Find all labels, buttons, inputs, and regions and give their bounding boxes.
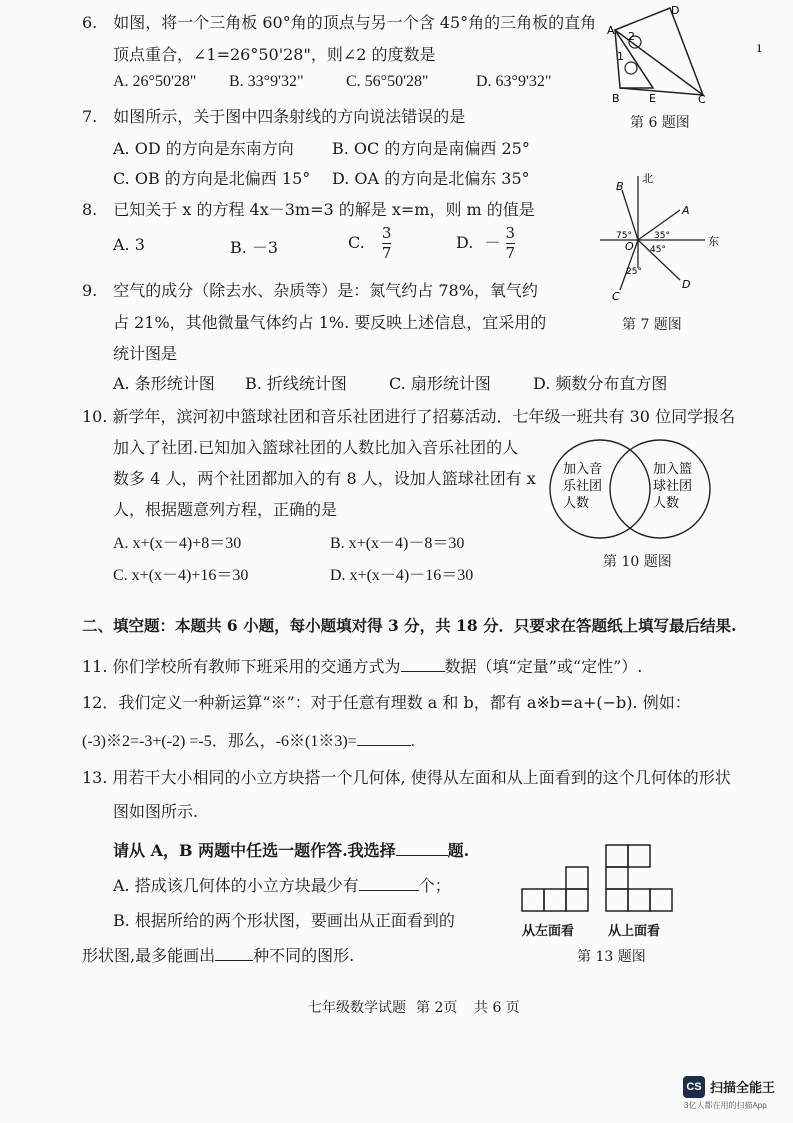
q7-label-north: 北 xyxy=(642,172,653,185)
footer-total: 共 6 页 xyxy=(474,1000,520,1016)
q13-part-a-blank xyxy=(359,876,419,891)
watermark-tagline: 3亿人都在用的扫描App xyxy=(684,1101,767,1110)
venn-left-line3: 人数 xyxy=(563,496,590,511)
q7-option-c: C. OB 的方向是北偏西 15° xyxy=(113,169,311,188)
q10-stem-line3: 数多 4 人，两个社团都加入的有 8 人，设加人篮球社团有 x xyxy=(113,469,536,488)
q13-part-a xyxy=(113,873,451,896)
venn-left-line1: 加入音 xyxy=(563,462,603,477)
q6-stem-line1: 6. 如图，将一个三角板 60°角的顶点与另一个含 45°角的三角板的直角 xyxy=(82,13,597,32)
q7-option-b: B. OC 的方向是南偏西 25° xyxy=(332,139,530,158)
q10-option-c: C. x+(x－4)+16＝30 xyxy=(113,567,249,584)
q13-choose-line xyxy=(113,838,469,861)
q9-stem-line2: 占 21%，其他微量气体约占 1%. 要反映上述信息，宜采用的 xyxy=(113,313,547,332)
q6-label-e: E xyxy=(649,92,656,105)
q6-stem-line2: 顶点重合，∠1=26°50'28"，则∠2 的度数是 xyxy=(113,45,436,64)
q13-figure-caption: 第 13 题图 xyxy=(577,949,646,965)
q12-answer-blank xyxy=(357,731,411,746)
q9-stem-line1: 9. 空气的成分（除去水、杂质等）是：氮气约占 78%，氧气约 xyxy=(82,281,538,300)
q8-option-c-label: C. xyxy=(348,233,365,252)
q6-triangle-figure xyxy=(595,0,715,108)
q13-choose-blank xyxy=(396,841,448,856)
q13-part-a-before: A. 搭成该几何体的小立方块最少有 xyxy=(113,876,359,895)
q8-option-d-denominator: 7 xyxy=(505,244,516,262)
q12-text-before: (-3)※2=-3+(-2) =-5．那么，-6※(1※3)= xyxy=(82,733,357,750)
footer-page: 第 2页 xyxy=(416,1000,458,1016)
q10-option-d: D. x+(x－4)－16＝30 xyxy=(330,567,474,584)
q7-label-75: 75° xyxy=(616,231,632,241)
q8-stem: 8. 已知关于 x 的方程 4x－3m=3 的解是 x=m，则 m 的值是 xyxy=(82,200,535,219)
q13-line2: 图如图所示. xyxy=(113,802,199,821)
q6-label-angle1: 1 xyxy=(617,50,624,63)
q7-label-o: O xyxy=(625,240,634,253)
q10-stem-line1: 10. 新学年，滨河初中篮球社团和音乐社团进行了招募活动．七年级一班共有 30 位同学报名 xyxy=(82,407,736,426)
q7-label-b: B xyxy=(616,180,624,193)
q12-line2 xyxy=(82,728,415,751)
q8-option-d xyxy=(456,226,515,261)
q10-stem-line2: 加入了社团.已知加入篮球社团的人数比加入音乐社团的人 xyxy=(113,438,519,457)
q6-label-d: D xyxy=(671,4,680,17)
q6-label-angle2: 2 xyxy=(628,30,635,43)
q11-answer-blank xyxy=(401,657,445,672)
q13-part-b-blank xyxy=(215,946,253,961)
q7-label-d: D xyxy=(682,278,691,291)
q6-option-c: C. 56°50'28" xyxy=(346,73,429,90)
q13-part-b-before: 形状图,最多能画出 xyxy=(82,946,216,965)
q7-label-45: 45° xyxy=(650,245,666,255)
q6-label-c: C xyxy=(698,93,706,106)
q7-direction-figure xyxy=(580,168,730,308)
q7-label-a: A xyxy=(682,204,690,217)
q9-option-d: D. 频数分布直方图 xyxy=(533,374,668,393)
q7-label-east: 东 xyxy=(708,235,719,248)
q13-part-b-line1: B. 根据所给的两个形状图，要画出从正面看到的 xyxy=(113,911,455,930)
venn-right-line1: 加入篮 xyxy=(653,462,693,477)
q9-stem-line3: 统计图是 xyxy=(113,344,178,363)
q6-figure-caption: 第 6 题图 xyxy=(630,115,690,131)
q8-option-d-fraction xyxy=(506,226,516,261)
q10-venn-diagram xyxy=(545,438,715,540)
q13-left-view-label: 从左面看 xyxy=(522,924,575,939)
q8-option-d-numerator: 3 xyxy=(505,224,516,242)
q7-stem: 7. 如图所示，关于图中四条射线的方向说法错误的是 xyxy=(82,107,466,126)
q12-text-after: . xyxy=(410,733,415,750)
q8-option-c xyxy=(348,226,391,261)
q9-option-b: B. 折线统计图 xyxy=(245,374,347,393)
q9-option-c: C. 扇形统计图 xyxy=(389,374,491,393)
q13-top-view xyxy=(604,842,674,914)
q12-line1: 12．我们定义一种新运算“※”：对于任意有理数 a 和 b，都有 a※b=a+(−b). 例如： xyxy=(82,693,691,712)
q8-option-d-sign: － xyxy=(484,233,501,252)
venn-right-line3: 人数 xyxy=(653,496,680,511)
q11-line xyxy=(82,654,642,677)
q13-line1: 13. 用若干大小相同的小立方块搭一个几何体, 使得从左面和从上面看到的这个几何体的形状 xyxy=(82,768,731,787)
footer-subject: 七年级数学试题 xyxy=(308,1000,406,1016)
q7-label-35: 35° xyxy=(654,231,670,241)
q13-top-view-label: 从上面看 xyxy=(608,924,661,939)
q13-choose-after: 题. xyxy=(447,841,470,860)
q7-option-a: A. OD 的方向是东南方向 xyxy=(113,139,294,158)
q8-option-c-fraction xyxy=(382,226,392,261)
q6-label-a: A xyxy=(607,24,615,37)
q9-option-a: A. 条形统计图 xyxy=(113,374,215,393)
q6-label-b: B xyxy=(612,92,620,105)
q6-option-b: B. 33°9'32" xyxy=(229,73,304,90)
q10-option-a: A. x+(x－4)+8＝30 xyxy=(113,535,242,552)
q13-part-b-after: 种不同的图形. xyxy=(253,946,355,965)
q6-option-a: A. 26°50'28" xyxy=(113,73,197,90)
stray-mark: ı xyxy=(757,40,762,56)
section2-heading: 二、填空题：本题共 6 小题，每小题填对得 3 分，共 18 分．只要求在答题纸上填写最后结果. xyxy=(82,616,737,635)
q11-text-after: 数据（填“定量”或“定性”）. xyxy=(444,657,643,676)
q11-text-before: 11. 你们学校所有教师下班采用的交通方式为 xyxy=(82,657,401,676)
q8-option-a: A. 3 xyxy=(113,235,145,254)
q10-option-b: B. x+(x－4)－8＝30 xyxy=(330,535,465,552)
camscanner-logo-icon: CS xyxy=(683,1076,705,1098)
q7-option-d: D. OA 的方向是北偏东 35° xyxy=(332,169,530,188)
q8-option-b: B. －3 xyxy=(230,238,279,257)
venn-left-line2: 乐社团 xyxy=(563,479,603,494)
q13-part-a-after: 个； xyxy=(418,876,451,895)
q13-left-view xyxy=(520,864,590,914)
q8-option-c-denominator: 7 xyxy=(381,244,392,262)
q13-part-b-line2 xyxy=(82,943,354,966)
q8-option-c-numerator: 3 xyxy=(381,224,392,242)
q8-option-d-label: D. xyxy=(456,233,474,252)
venn-right-line2: 球社团 xyxy=(653,479,693,494)
q10-figure-caption: 第 10 题图 xyxy=(603,554,672,570)
q7-label-25: 25° xyxy=(626,267,642,277)
q7-figure-caption: 第 7 题图 xyxy=(622,317,682,333)
q10-stem-line4: 人，根据题意列方程，正确的是 xyxy=(113,500,338,519)
q7-label-c: C xyxy=(612,290,620,303)
q13-choose-before: 请从 A，B 两题中任选一题作答.我选择 xyxy=(113,841,396,860)
watermark-brand: 扫描全能王 xyxy=(710,1080,776,1095)
q6-option-d: D. 63°9'32" xyxy=(476,73,552,90)
